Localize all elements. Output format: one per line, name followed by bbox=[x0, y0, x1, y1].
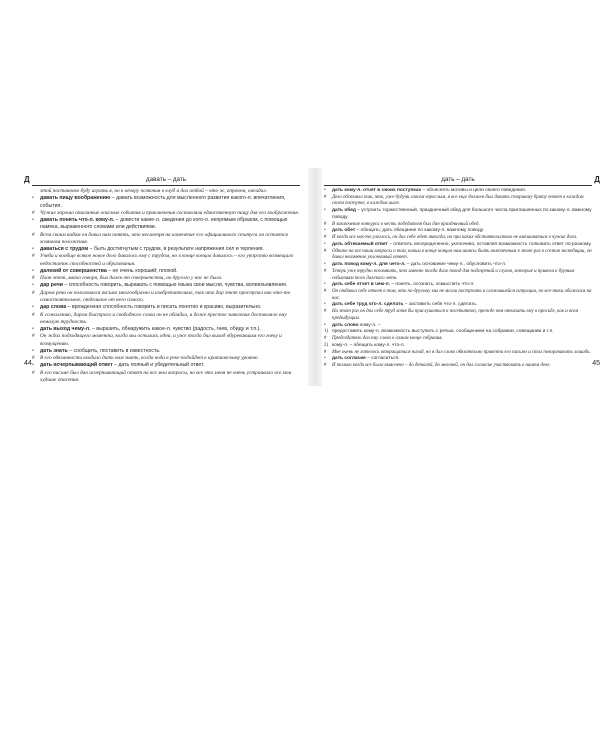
entry-example: Однако на все наши вопросы о том, каким в конце концов нам шансы быть включенным в этот раз в состав экспедиции, он давал неизменно уклончивый ответ. bbox=[332, 248, 592, 261]
entry-term: далекий от совершенства bbox=[40, 267, 107, 274]
entry-term: давать понять что-л. кому-л. bbox=[40, 217, 115, 224]
entry-marker: # bbox=[32, 289, 35, 296]
entry-marker: # bbox=[324, 363, 327, 369]
dictionary-entry bbox=[324, 228, 592, 235]
entry-term: дать обтекаемый ответ bbox=[332, 241, 388, 247]
entry-marker: # bbox=[32, 355, 35, 362]
dictionary-entry bbox=[324, 289, 592, 302]
dictionary-entry bbox=[32, 217, 300, 232]
entry-marker: • bbox=[324, 302, 326, 308]
entry-example: На этот раз он дал себе труд хотя бы прислушаться к посетителю, прежде чем отказать ему в просьбе, как и всем предыдущим. bbox=[332, 309, 579, 321]
dictionary-entry bbox=[324, 208, 592, 221]
entry-marker: • bbox=[32, 195, 34, 202]
entry-term: дать согласие bbox=[332, 356, 366, 362]
entry-marker: • bbox=[32, 246, 34, 253]
entry-marker: # bbox=[324, 221, 327, 227]
entry-marker: # bbox=[324, 248, 327, 254]
entry-term: дать себе отчет в чем-л. bbox=[332, 282, 391, 288]
entry-term: дать исчерпывающий ответ bbox=[40, 362, 113, 369]
entry-definition: – врожденная способность говорить и писать понятно и красиво, выразительно. bbox=[66, 304, 262, 311]
entry-example: Учеба и вообще всякое новое дело давалось ему с трудом, но в конце концов давалось – его упорство возмещало недостаток способностей и образования. bbox=[40, 253, 294, 267]
entry-marker: • bbox=[32, 267, 34, 274]
dictionary-entry bbox=[32, 210, 300, 217]
dictionary-entry bbox=[324, 329, 592, 336]
entry-term: дар речи bbox=[40, 282, 63, 289]
entry-example: И когда все как-то улеглось, он дал себе обет никогда, ни при каких обстоятельствах не вмешиваться в чужие дела. bbox=[332, 235, 578, 241]
entry-definition: – давать возможность для мысленного развития какого-л. впечатления, события. bbox=[40, 195, 286, 209]
entry-marker: # bbox=[32, 253, 35, 260]
left-page bbox=[24, 175, 300, 384]
entry-definition: – согласиться. bbox=[365, 356, 400, 362]
dictionary-entry bbox=[324, 350, 592, 357]
entry-term: дать себе труд что-л. сделать bbox=[332, 302, 404, 308]
dictionary-entry bbox=[32, 304, 300, 311]
entry-definition: – понять, осознать, осмыслить что-л. bbox=[390, 282, 475, 288]
entry-definition: – быть достигнутым с трудом, в результате напряжения сил и терпения. bbox=[88, 246, 264, 253]
entry-definition: – способность говорить, выражать с помощью языка свои мысли, чувства, волеизъявления. bbox=[62, 282, 288, 289]
dictionary-entry bbox=[324, 195, 592, 208]
entry-term: даваться с трудом bbox=[40, 246, 89, 253]
entry-marker: 2) bbox=[324, 342, 329, 348]
book-gutter bbox=[308, 168, 322, 386]
running-head bbox=[24, 175, 300, 186]
entry-example: И только когда все было выяснено – до деталей, до мелочей, он дал согласие участвовать в нашем деле. bbox=[332, 363, 551, 369]
book-spread bbox=[22, 175, 600, 383]
entry-term: давать пищу воображению bbox=[40, 195, 111, 202]
dictionary-entry bbox=[32, 333, 300, 348]
entry-example: В его обязанности входило дать нам знать, когда вода в реке подойдет к критическому уровню. bbox=[40, 355, 259, 362]
entry-marker: # bbox=[32, 231, 35, 238]
entry-marker: • bbox=[32, 326, 34, 333]
entry-list bbox=[32, 188, 300, 384]
entry-example: Дело обстояло так, что, уже будучи совсем взрослым, я все еще должен был давать старшему брату отчет в каждом своем поступке, в каждом шаге. bbox=[332, 194, 584, 207]
dictionary-entry bbox=[324, 249, 592, 262]
entry-definition: – сообщить, поставить в известность. bbox=[67, 347, 161, 354]
dictionary-entry bbox=[32, 232, 300, 247]
dictionary-entry bbox=[324, 282, 592, 289]
dictionary-entry bbox=[32, 253, 300, 268]
entry-example: В его письме был дан исчерпывающий ответ на все мои вопросы, но все это меня не очень устраивало все мои худшие опасения. bbox=[40, 369, 292, 383]
entry-definition: – обещать; дать обещание по какому-л. важному поводу. bbox=[355, 228, 485, 234]
entry-marker: # bbox=[32, 275, 35, 282]
dictionary-entry bbox=[32, 312, 300, 327]
entry-term: дать обет bbox=[332, 228, 356, 234]
entry-marker: # bbox=[324, 336, 327, 342]
entry-term: дать слово bbox=[332, 322, 359, 328]
entry-marker: • bbox=[32, 362, 34, 369]
page-number: 45 bbox=[592, 360, 600, 367]
entry-marker: • bbox=[324, 322, 326, 328]
entry-marker: • bbox=[324, 282, 326, 288]
entry-definition: – выразить, обнаружить какое-л. чувство (радость, гнев, обиду и т.п.). bbox=[90, 326, 261, 333]
section-letter: Д bbox=[594, 175, 600, 184]
entry-marker: • bbox=[324, 356, 326, 362]
entry-definition: – ответить неопределенно, уклончиво, оставляя возможность толковать ответ по-разному. bbox=[387, 241, 592, 247]
entry-marker: • bbox=[324, 241, 326, 247]
page-number: 44 bbox=[24, 360, 32, 367]
dictionary-entry bbox=[324, 309, 592, 322]
entry-marker: # bbox=[32, 333, 35, 340]
dictionary-entry bbox=[324, 262, 592, 269]
entry-list bbox=[324, 188, 592, 370]
entry-definition: – не очень хороший; плохой. bbox=[106, 267, 178, 274]
entry-example: Теперь уже трудно вспомнить, что именно тогда дало повод для подозрений и слухов, которые и привели к бурным событиям того далекого лета. bbox=[332, 268, 575, 281]
entry-marker: • bbox=[32, 347, 34, 354]
dictionary-entry bbox=[32, 195, 300, 210]
entry-example: В заключение конкурса в честь победителя был дан праздничный обед. bbox=[332, 221, 480, 227]
entry-marker: # bbox=[32, 369, 35, 376]
entry-marker: • bbox=[324, 228, 326, 234]
entry-example: Всем своим видом он давал нам понять, что несмотря на изменение его официального статуса он остается хозяином положения. bbox=[40, 231, 288, 245]
entry-marker: # bbox=[32, 311, 35, 318]
dictionary-entry bbox=[324, 343, 592, 350]
dictionary-entry bbox=[324, 188, 592, 195]
entry-marker: # bbox=[32, 209, 35, 216]
entry-example: Даром речи он пользовался весьма многообразно и изобретательно, так что дар этот проступал как что-то самостоятельное, отдельное от него самого. bbox=[40, 289, 291, 303]
entry-example: Председатель дал ему слово в самом конце собрания. bbox=[332, 336, 443, 342]
entry-definition: кому-л. – обещать кому-л. что-л. bbox=[332, 342, 405, 348]
running-head bbox=[324, 175, 600, 186]
entry-marker: # bbox=[324, 349, 327, 355]
entry-marker: # bbox=[324, 235, 327, 241]
dictionary-entry bbox=[324, 302, 592, 309]
entry-marker: # bbox=[324, 194, 327, 200]
entry-example: этой постановке буду играть я, но к вечеру позвония в клуб и дал отбой – что ж, впрочем, ожидал. bbox=[40, 188, 267, 194]
entry-definition: – объяснять мотивы и цели своего поведения. bbox=[421, 188, 527, 193]
section-letter: Д bbox=[24, 175, 30, 184]
dictionary-entry bbox=[32, 370, 300, 385]
entry-definition: – дать основание чему-л., обусловить что-л. bbox=[405, 262, 507, 268]
entry-term: дать повод кому-л. для чего-л. bbox=[332, 262, 406, 268]
entry-marker: # bbox=[324, 309, 327, 315]
entry-definition: – довести какие-л. сведения до кого-л. непрямым образом, с помощью намека, выраженного словами или действиями. bbox=[40, 217, 288, 231]
entry-example: Чужие хорошо описанные опасные события и приключения составляли единственную пищу для его воображения. bbox=[40, 209, 300, 216]
entry-term: дать обед bbox=[332, 208, 356, 214]
entry-marker: # bbox=[324, 289, 327, 295]
entry-term: дать знать bbox=[40, 347, 68, 354]
entry-example: План этот, мягко говоря, был далек от совершенства, но другого у нас не было. bbox=[40, 275, 223, 282]
dictionary-entry bbox=[32, 362, 300, 369]
dictionary-entry bbox=[324, 336, 592, 343]
entry-marker: • bbox=[32, 304, 34, 311]
dictionary-entry bbox=[32, 290, 300, 305]
entry-term: дар слова bbox=[40, 304, 67, 311]
entry-definition: – устроить торжественный, праздничный обед для большого числа приглашенных по какому-л. важному поводу. bbox=[332, 208, 592, 220]
entry-marker: 1) bbox=[324, 329, 329, 335]
entry-example: Мне очень не хотелось возвращаться назад, но я дал слово обязательно привезти его письмо и стал поворачивать лошадь. bbox=[332, 349, 591, 355]
right-page bbox=[324, 175, 600, 370]
entry-definition: – дать полный и убедительный ответ. bbox=[112, 362, 205, 369]
entry-definition: предоставить кому-л. возможность выступить с речью, сообщением на собрании, совещании и т.п. bbox=[332, 329, 554, 335]
entry-definition: кому-л. – bbox=[358, 322, 381, 328]
entry-marker: • bbox=[324, 188, 326, 193]
entry-marker: • bbox=[324, 262, 326, 268]
entry-marker: • bbox=[32, 282, 34, 289]
dictionary-entry bbox=[324, 363, 592, 370]
entry-marker: # bbox=[324, 268, 327, 274]
entry-example: Он ждал подходящего момента, когда мы остались одни, и уже тогда дал выход обуревавшим его гневу и возмущению. bbox=[40, 333, 282, 347]
entry-marker: • bbox=[324, 208, 326, 214]
dictionary-entry bbox=[32, 282, 300, 289]
dictionary-entry bbox=[324, 242, 592, 249]
entry-definition: – заставить себя что-л. сделать. bbox=[403, 302, 478, 308]
dictionary-entry bbox=[324, 269, 592, 282]
dictionary-entry bbox=[32, 275, 300, 282]
entry-term: дать кому-л. отчет в своих поступках bbox=[332, 188, 422, 193]
entry-marker: • bbox=[32, 217, 34, 224]
entry-term: дать выход чему-л. bbox=[40, 326, 91, 333]
dictionary-entry bbox=[324, 235, 592, 242]
entry-example: К сожалению, даром быстрого и свободного слова он не обладал, и даже простое заявление доставляло ему немалую трудность. bbox=[40, 311, 287, 325]
running-head-title: дать – дать bbox=[441, 176, 475, 183]
running-head-title: давать – дать bbox=[145, 176, 187, 183]
entry-example: Он отдавал себе отчет в том, что по-другому мы не могли поступить в сложившейся ситуации, но все-таки обижался на нас. bbox=[332, 289, 592, 301]
